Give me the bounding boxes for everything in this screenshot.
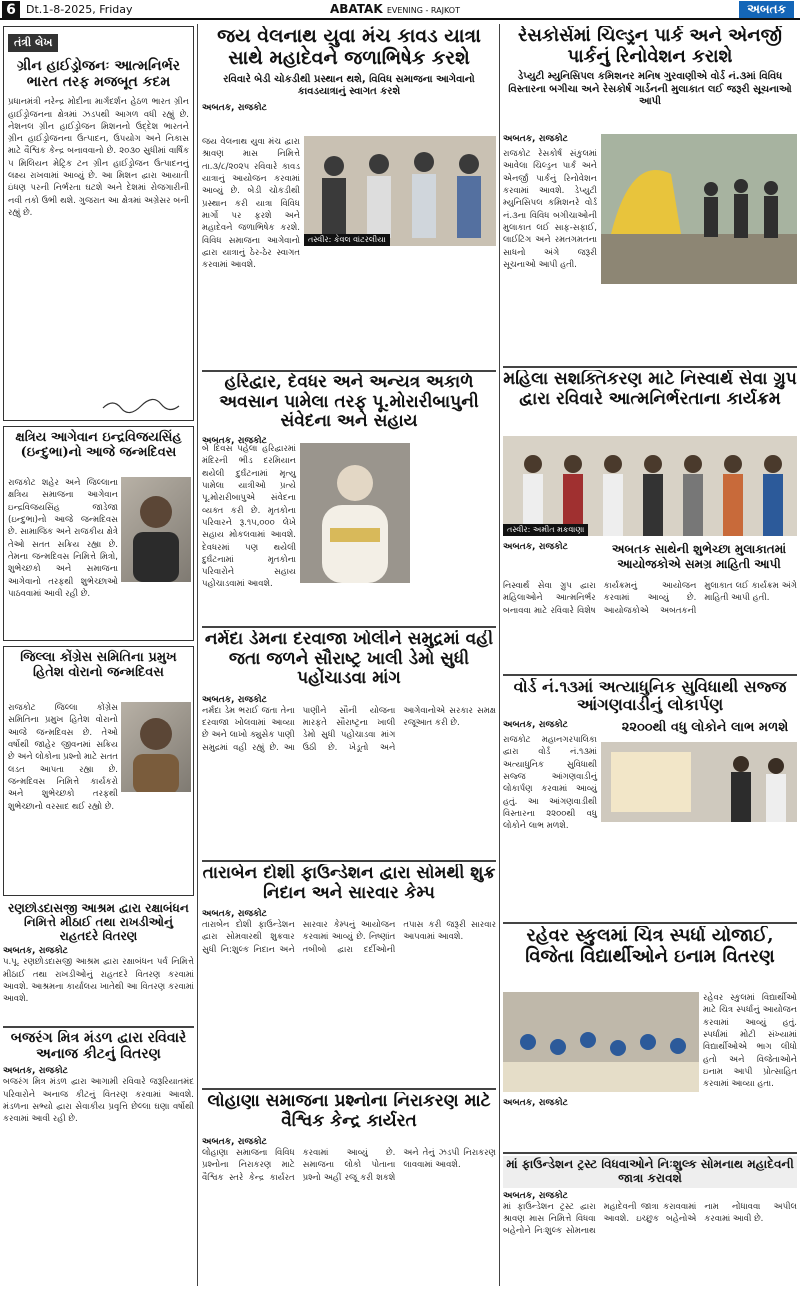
- article-narmada: [202, 630, 496, 856]
- subheadline: રવિવારે બેડી ચોકડીથી પ્રસ્થાન થશે, વિવિધ સમાજના આગેવાનો કાવડયાત્રાનું સ્વાગત કરશે: [223, 73, 475, 98]
- headline: મહિલા સશક્તિકરણ માટે નિસ્વાર્થ સેવા ગ્રુપ દ્વારા રવિવારે આત્મનિર્ભરતાના કાર્યક્રમ: [503, 370, 797, 409]
- masthead: [330, 2, 460, 16]
- birthday-box-1: [3, 426, 194, 641]
- birthday-box-2: [3, 646, 194, 896]
- logo: અબતક: [739, 1, 794, 18]
- headline: હરિદ્વાર, દેવધર અને અન્યત્ર અકાળે અવસાન પામેલા તરફ પૂ.મોરારીબાપુની સંવેદના અને સહાય: [219, 373, 479, 432]
- article-body: રહેવર સ્કુલમાં વિદ્યાર્થીઓ માટે ચિત્ર સ્પર્ધાનું આયોજન કરવામાં આવ્યું હતું. સ્પર્ધામાં મોટી સંખ્યામાં વિદ્યાર્થીઓએ ભાગ લીધો હતો અને વિજેતાઓને ઇનામ આપી પ્રોત્સાહિત કરવામાં આવ્યા હતા.: [703, 993, 797, 1090]
- masthead-sub: EVENING - RAJKOT: [386, 6, 460, 15]
- byline: અબતક, રાજકોટ: [503, 1190, 568, 1201]
- article-ranchhoddas: [3, 902, 194, 1022]
- portrait-photo: [121, 702, 191, 792]
- divider: [503, 1152, 797, 1154]
- subheadline: અબતક સાથેની શુભેચ્છા મુલાકાતમાં આયોજકોએ સમગ્ર માહિતી આપી: [611, 542, 787, 571]
- article-raheval: [503, 926, 797, 1148]
- article-body: રાજકોટ મહાનગરપાલિકા દ્વારા વોર્ડ નં.૧૩માં અત્યાધુનિક સુવિધાથી સજ્જ આંગણવાડીનું લોકાર્પણ કરવામાં આવ્યું હતું. આ આંગણવાડીથી વિસ્તારના ૨૨૦૦થી વધુ લોકોને લાભ મળશે.: [503, 735, 597, 832]
- byline: અબતક, રાજકોટ: [3, 946, 68, 957]
- portrait-photo: [121, 477, 191, 582]
- birthday-headline-2: જિલ્લા કોંગ્રેસ સમિતિના પ્રમુખ હિતેશ વોરાનો જન્મદિવસ: [20, 650, 177, 680]
- article-racecourse: [503, 26, 797, 362]
- photo-caption: તસ્વીર: અમીત મકવાણા: [503, 524, 588, 536]
- headline: નર્મદા ડેમના દરવાજા ખોલીને સમુદ્રમાં વહી જતા જળને સૌરાષ્ટ્ર ખાલી ડેમો સુધી પહોંચાડવા માંગ: [204, 630, 494, 689]
- article-kavad-yatra: [202, 26, 496, 366]
- article-mahila: [503, 370, 797, 670]
- byline: અબતક, રાજકોટ: [503, 1098, 568, 1108]
- subheadline: ૨૨૦૦થી વધુ લોકોને લાભ મળશે: [621, 720, 789, 735]
- article-maa-foundation: [503, 1156, 797, 1286]
- divider: [503, 922, 797, 924]
- divider: [202, 1088, 496, 1090]
- divider: [202, 626, 496, 628]
- article-body: બે દિવસ પહેલા હરિદ્વારમાં મંદિરની ભીડ દરમિયાન થયેલી દુર્ઘટનામાં મૃત્યુ પામેલા યાત્રીઓ પ્રત્યે પૂ.મોરારીબાપુએ સંવેદના વ્યક્ત કરી છે. મૃતકોના પરિવારને રૂ.૧૫,૦૦૦ લેખે સહાય મોકલવામાં આવશે. દેવધરમાં પણ થયેલી દુર્ઘટનામાં મૃતકોના પરિવારોને સહાય પહોંચાડવામાં આવશે.: [202, 444, 296, 590]
- birthday-body-2: રાજકોટ જિલ્લા કોંગ્રેસ સમિતિના પ્રમુખ હિતેશ વોરાનો આજે જન્મદિવસ છે. તેઓ વર્ષોથી જાહેર જીવનમાં સક્રિય છે અને લોકોના પ્રશ્નો માટે સતત લડત આપતા રહ્યા છે. જન્મદિવસ નિમિત્તે કાર્યકરો અને શુભેચ્છકો તરફથી શુભેચ્છાનો વરસાદ થઈ રહ્યો છે.: [8, 703, 118, 812]
- headline: વોર્ડ નં.૧૩માં અત્યાધુનિક સુવિધાથી સજ્જ આંગણવાડીનું લોકાર્પણ: [513, 678, 787, 715]
- article-body: બજરંગ મિત્ર મંડળ દ્વારા આગામી રવિવારે જરૂરિયાતમંદ પરિવારોને અનાજ કીટનું વિતરણ કરવામાં આવશે. મંડળના સભ્યો દ્વારા સેવાકીય પ્રવૃત્તિ છેલ્લા ઘણા વર્ષોથી કરવામાં આવી રહી છે.: [3, 1077, 194, 1125]
- byline: અબતક, રાજકોટ: [202, 909, 267, 920]
- byline: અબતક, રાજકોટ: [503, 542, 568, 552]
- byline: અબતક, રાજકોટ: [202, 102, 267, 113]
- column-divider: [499, 24, 500, 1286]
- article-aanganwadi: [503, 678, 797, 918]
- park-photo: [601, 134, 797, 284]
- article-body: તારાબેન દોશી ફાઉન્ડેશન દ્વારા સોમવારથી શુક્રવાર સુધી નિ:શુલ્ક નિદાન અને સારવાર કેમ્પનું આયોજન કરવામાં આવ્યું છે. નિષ્ણાંત તબીબો દ્વારા દર્દીઓની તપાસ કરી જરૂરી સારવાર આપવામાં આવશે.: [202, 920, 496, 955]
- page-header: [0, 0, 800, 20]
- divider: [202, 860, 496, 862]
- inauguration-photo: [601, 742, 797, 822]
- photo-caption: તસ્વીર: કેવલ વાંટરલીયા: [304, 234, 390, 246]
- headline: રેસકોર્સમાં ચિલ્ડ્રન પાર્ક અને એનર્જી પાર્કનું રિનોવેશન કરાશે: [518, 26, 782, 67]
- divider: [503, 366, 797, 368]
- subheadline: ડેપ્યુટી મ્યુનિસિપલ કમિશનર મનિષ ગુરવાણીએ વોર્ડ નં.૩માં વિવિધ વિસ્તારના બગીચા અને રેસકોર્ષ ગાર્ડનની મુલાકાત લઈ જરૂરી સૂચનાઓ આપી: [508, 71, 792, 108]
- headline: લોહાણા સમાજના પ્રશ્નોના નિરાકરણ માટે વૈશ્વિક કેન્દ્ર કાર્યરત: [207, 1092, 491, 1131]
- article-body: લોહાણા સમાજના વિવિધ પ્રશ્નોના નિરાકરણ માટે વૈશ્વિક સ્તરે કેન્દ્ર કાર્યરત કરવામાં આવ્યું છે. સમાજના લોકો પોતાના પ્રશ્નો અહીં રજૂ કરી શકશે અને તેનું ઝડપી નિરાકરણ લાવવામાં આવશે.: [202, 1148, 496, 1183]
- editorial-box: [3, 26, 194, 421]
- article-body: રાજકોટ રેસકોર્ષ સંકુલમાં આવેલા ચિલ્ડ્રન પાર્ક અને એનર્જી પાર્કનું રિનોવેશન કરવામાં આવશે. ડેપ્યુટી મ્યુનિસિપલ કમિશનરે વોર્ડ નં.૩ના વિવિધ બગીચાઓની મુલાકાત લઈ સાફ-સફાઈ, લાઈટિંગ અને રમતગમતના સાધનો અંગે જરૂરી સૂચનાઓ આપી હતી.: [503, 149, 597, 270]
- article-body: નિસ્વાર્થ સેવા ગ્રુપ દ્વારા મહિલાઓને આત્મનિર્ભર બનાવવા માટે રવિવારે વિશેષ કાર્યક્રમનું આયોજન કરવામાં આવ્યું છે. આયોજકોએ અબતકની મુલાકાત લઈ કાર્યક્રમ અંગે માહિતી આપી હતી.: [503, 581, 797, 616]
- birthday-headline-1: ક્ષત્રિય આગેવાન ઇન્દ્રવિજયસિંહ (ઇન્દુભા)નો આજે જન્મદિવસ: [15, 430, 182, 460]
- article-taraben: [202, 864, 496, 1084]
- editorial-headline: ગ્રીન હાઈડ્રોજનઃ આત્મનિર્ભર ભારત તરફ મજબૂત કદમ: [16, 58, 181, 91]
- byline: અબતક, રાજકોટ: [202, 1137, 267, 1148]
- headline: રહેવર સ્કુલમાં ચિત્ર સ્પર્ધા યોજાઈ, વિજેતા વિદ્યાર્થીઓને ઇનામ વિતરણ: [525, 926, 775, 967]
- article-lohana: [202, 1092, 496, 1286]
- byline: અબતક, રાજકોટ: [202, 694, 267, 705]
- divider: [3, 1026, 194, 1028]
- headline: બજરંગ મિત્ર મંડળ દ્વારા રવિવારે અનાજ કીટનું વિતરણ: [10, 1030, 187, 1063]
- divider: [503, 674, 797, 676]
- article-body: પ.પૂ. રણછોડદાસજી આશ્રમ દ્વારા રક્ષાબંધન પર્વ નિમિત્તે મીઠાઈ તથા રાખડીઓનું રાહતદરે વિતરણ કરવામાં આવશે. આશ્રમના કાર્યાલય ખાતેથી આ વિતરણ કરવામાં આવશે.: [3, 957, 194, 1005]
- byline: અબતક, રાજકોટ: [202, 435, 267, 446]
- article-moraribapu: [202, 373, 496, 623]
- headline: તારાબેન દોશી ફાઉન્ડેશન દ્વારા સોમથી શુક્ર નિદાન અને સારવાર કેમ્પ: [202, 864, 496, 903]
- headline: જય વેલનાથ યુવા મંચ કાવડ યાત્રા સાથે મહાદેવને જળાભિષેક કરશે: [217, 26, 481, 69]
- article-bajrang: [3, 1030, 194, 1285]
- article-body: નર્મદા ડેમ ભરાઈ જતા તેના દરવાજા ખોલવામાં આવ્યા છે અને લાખો ક્યુસેક પાણી સમુદ્રમાં વહી રહ્યું છે. આ પાણીને સૌની યોજના મારફતે સૌરાષ્ટ્રના ખાલી ડેમો સુધી પહોંચાડવા માંગ ઉઠી છે. ખેડૂતો અને આગેવાનોએ સરકાર સમક્ષ રજૂઆત કરી છે.: [202, 705, 496, 753]
- editorial-body: પ્રધાનમંત્રી નરેન્દ્ર મોદીના માર્ગદર્શન હેઠળ ભારત ગ્રીન હાઈડ્રોજનના ક્ષેત્રમાં ઝડપથી આગળ વધી રહ્યું છે. નેશનલ ગ્રીન હાઈડ્રોજન મિશનનો ઉદ્દેશ ભારતને ગ્રીન હાઈડ્રોજનના ઉત્પાદન, ઉપયોગ અને નિકાસ માટે વૈશ્વિક કેન્દ્ર બનાવવાનો છે. ૨૦૩૦ સુધીમાં વાર્ષિક ૫ મિલિયન મેટ્રિક ટન ગ્રીન હાઈડ્રોજન ઉત્પાદનનું લક્ષ્ય રાખવામાં આવ્યું છે. આ મિશન દ્વારા આયાતી ઇંધણ પરની નિર્ભરતા ઘટશે અને દેશમાં રોજગારીની નવી તકો ઉભી થશે. ગુજરાત આ ક્ષેત્રમાં અગ્રેસર બની રહ્યું છે.: [8, 97, 189, 218]
- divider: [202, 370, 496, 372]
- byline: અબતક, રાજકોટ: [503, 720, 568, 730]
- article-body: જય વેલનાથ યુવા મંચ દ્વારા શ્રાવણ માસ નિમિત્તે તા.૩/૮/૨૦૨૫ રવિવારે કાવડ યાત્રાનું આયોજન કરવામાં આવ્યું છે. બેડી ચોકડીથી પ્રસ્થાન કરી યાત્રા વિવિધ માર્ગો પર ફરશે અને મહાદેવને જળાભિષેક કરશે. વિવિધ સમાજના આગેવાનો દ્વારા યાત્રાનું ઠેર-ઠેર સ્વાગત કરવામાં આવશે.: [202, 137, 300, 271]
- article-body: માં ફાઉન્ડેશન ટ્રસ્ટ દ્વારા શ્રાવણ માસ નિમિત્તે વિધવા બહેનોને નિઃશુલ્ક સોમનાથ મહાદેવની જાત્રા કરાવવામાં આવશે. ઇચ્છુક બહેનોએ નામ નોંધાવવા અપીલ કરવામાં આવી છે.: [503, 1201, 797, 1237]
- group-photo: [503, 436, 797, 536]
- headline: માં ફાઉન્ડેશન ટ્રસ્ટ વિધવાઓને નિઃશુલ્ક સોમનાથ મહાદેવની જાત્રા કરાવશે: [503, 1156, 797, 1188]
- byline: અબતક, રાજકોટ: [3, 1066, 68, 1077]
- column-divider: [197, 24, 198, 1286]
- masthead-title: ABATAK: [330, 2, 383, 16]
- birthday-body-1: રાજકોટ શહેર અને જિલ્લાના ક્ષત્રિય સમાજના આગેવાન ઇન્દ્રવિજયસિંહ જાડેજા (ઇન્દુભા)નો આજે જન્મદિવસ છે. સામાજિક અને રાજકીય ક્ષેત્રે તેઓ સતત સક્રિય રહ્યા છે. તેમના જન્મદિવસ નિમિત્તે મિત્રો, શુભેચ્છકો અને સમાજના આગેવાનો તરફથી શુભેચ્છાઓ પાઠવવામાં આવી રહી છે.: [8, 478, 118, 599]
- signature: [101, 396, 181, 414]
- bapu-photo: [300, 443, 410, 583]
- editorial-tag: તંત્રી લેખ: [8, 34, 58, 52]
- students-photo: [503, 992, 699, 1092]
- headline: રણછોડદાસજી આશ્રમ દ્વારા રક્ષાબંધન નિમિત્તે મીઠાઈ તથા રાખડીઓનું રાહતદરે વિતરણ: [8, 902, 189, 943]
- issue-date: Dt.1-8-2025, Friday: [26, 3, 133, 16]
- byline: અબતક, રાજકોટ: [503, 134, 568, 144]
- page-number: 6: [2, 1, 20, 19]
- group-photo: [304, 136, 496, 246]
